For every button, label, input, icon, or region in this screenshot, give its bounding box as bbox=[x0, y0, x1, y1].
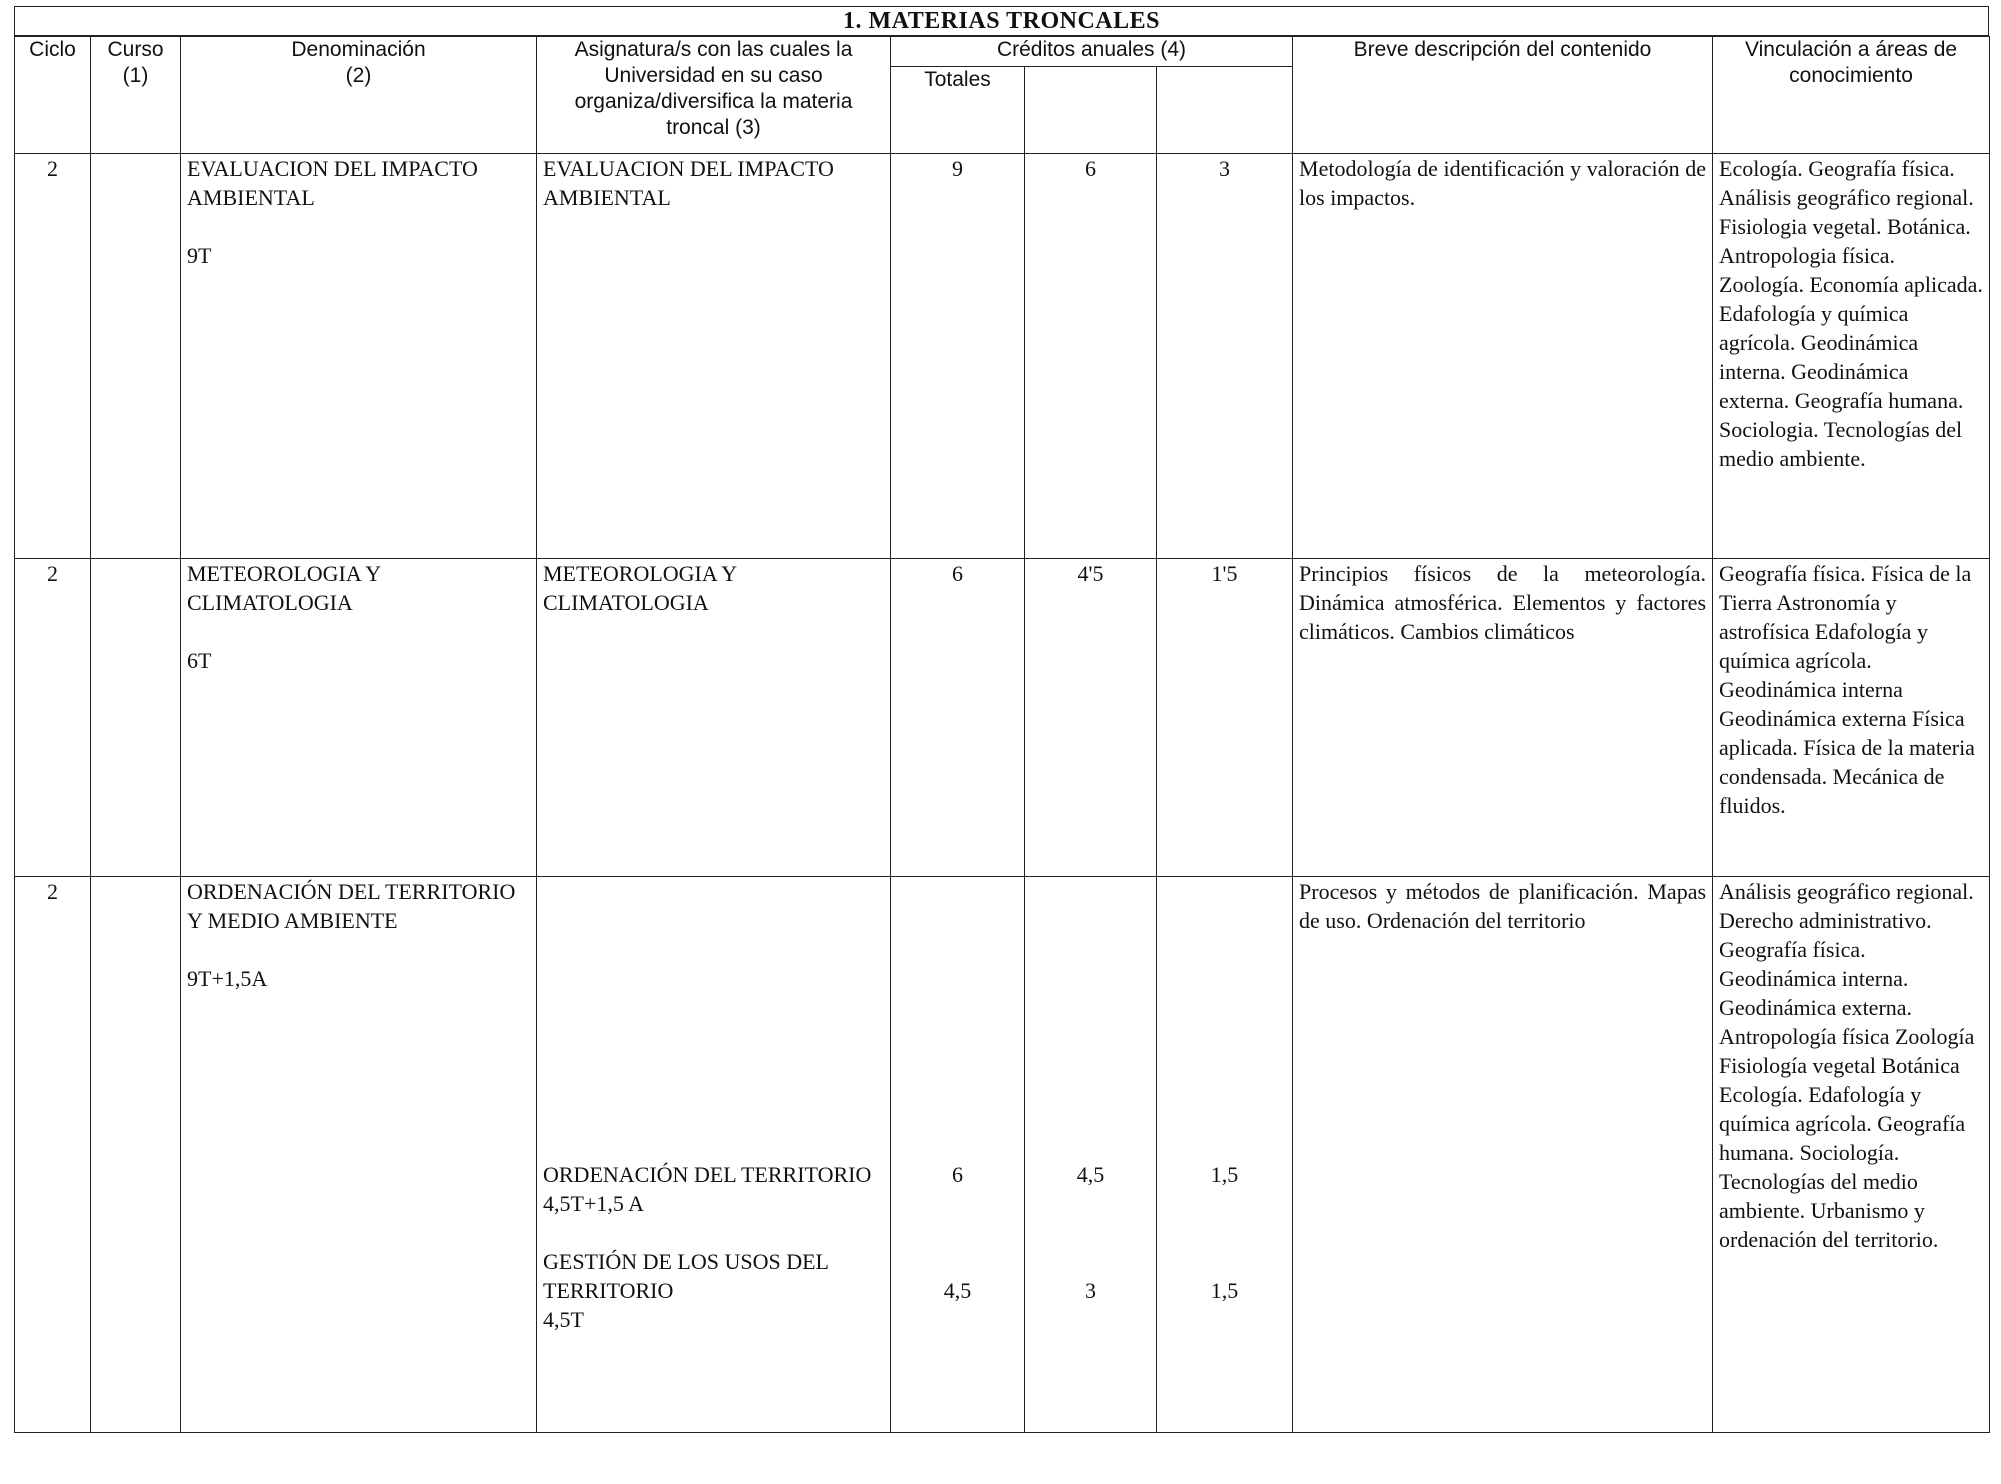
header-creditos-col2 bbox=[1025, 67, 1157, 154]
asignatura-credits: 4,5T bbox=[543, 1307, 584, 1332]
cell-denominacion bbox=[181, 559, 537, 877]
cell-curso bbox=[91, 154, 181, 559]
header-creditos-col3 bbox=[1157, 67, 1293, 154]
asignatura-name: GESTIÓN DE LOS USOS DEL TERRITORIO bbox=[543, 1249, 829, 1303]
header-asignatura: Asignatura/s con las cuales la Universidad en su caso organiza/diversifica la materia troncal (3) bbox=[537, 37, 891, 154]
header-descripcion: Breve descripción del contenido bbox=[1293, 37, 1713, 154]
cell-credits-col2 bbox=[1025, 877, 1157, 1433]
cell-credits-col3: 1'5 bbox=[1157, 559, 1293, 877]
denominacion-credits: 9T bbox=[187, 243, 212, 268]
cell-credits-col3 bbox=[1157, 877, 1293, 1433]
cell-denominacion bbox=[181, 877, 537, 1433]
table-row bbox=[15, 877, 1990, 1433]
header-curso: Curso (1) bbox=[91, 37, 181, 154]
cell-ciclo: 2 bbox=[15, 154, 91, 559]
asignatura-name: ORDENACIÓN DEL TERRITORIO bbox=[543, 1162, 872, 1187]
denominacion-name: EVALUACION DEL IMPACTO AMBIENTAL bbox=[187, 156, 478, 210]
cell-vinculacion: Análisis geográfico regional. Derecho administrativo. Geografía física. Geodinámica interna. Geodinámica externa. Antropología física Zoología Fisiología vegetal Botánica Ecología. Edafología y química agrícola. Geografía humana. Sociología. Tecnologías del medio ambiente. Urbanismo y ordenación del territorio. bbox=[1713, 877, 1990, 1433]
header-vinculacion: Vinculación a áreas de conocimiento bbox=[1713, 37, 1990, 154]
denominacion-name: ORDENACIÓN DEL TERRITORIO Y MEDIO AMBIENTE bbox=[187, 879, 516, 933]
cell-ciclo: 2 bbox=[15, 559, 91, 877]
cell-credits-col3: 3 bbox=[1157, 154, 1293, 559]
cell-credits-col2: 6 bbox=[1025, 154, 1157, 559]
cell-totales: 6 bbox=[891, 559, 1025, 877]
denominacion-credits: 6T bbox=[187, 648, 212, 673]
asignatura-credits-col2: 3 bbox=[1085, 1278, 1096, 1303]
table-title: 1. MATERIAS TRONCALES bbox=[14, 6, 1989, 36]
cell-credits-col2: 4'5 bbox=[1025, 559, 1157, 877]
asignatura-credits-col3: 1,5 bbox=[1210, 1278, 1239, 1303]
asignatura-credits-col3: 1,5 bbox=[1210, 1162, 1239, 1187]
header-denominacion: Denominación (2) bbox=[181, 37, 537, 154]
cell-ciclo: 2 bbox=[15, 877, 91, 1433]
table-row bbox=[15, 559, 1990, 877]
cell-descripcion: Principios físicos de la meteorología. Dinámica atmosférica. Elementos y factores climáticos. Cambios climáticos bbox=[1293, 559, 1713, 877]
denominacion-credits: 9T+1,5A bbox=[187, 966, 268, 991]
cell-descripcion: Procesos y métodos de planificación. Mapas de uso. Ordenación del territorio bbox=[1293, 877, 1713, 1433]
cell-totales bbox=[891, 877, 1025, 1433]
cell-descripcion: Metodología de identificación y valoración de los impactos. bbox=[1293, 154, 1713, 559]
table-row bbox=[15, 154, 1990, 559]
cell-asignatura: EVALUACION DEL IMPACTO AMBIENTAL bbox=[537, 154, 891, 559]
materias-table bbox=[14, 36, 1990, 1433]
cell-vinculacion: Ecología. Geografía física. Análisis geográfico regional. Fisiologia vegetal. Botánica. Antropologia física. Zoología. Economía aplicada. Edafología y química agrícola. Geodinámica interna. Geodinámica externa. Geografía humana. Sociologia. Tecnologías del medio ambiente. bbox=[1713, 154, 1990, 559]
asignatura-credits: 4,5T+1,5 A bbox=[543, 1191, 645, 1216]
asignatura-totales: 6 bbox=[952, 1162, 963, 1187]
cell-asignatura: METEOROLOGIA Y CLIMATOLOGIA bbox=[537, 559, 891, 877]
cell-vinculacion: Geografía física. Física de la Tierra Astronomía y astrofísica Edafología y química agrícola. Geodinámica interna Geodinámica externa Física aplicada. Física de la materia condensada. Mecánica de fluidos. bbox=[1713, 559, 1990, 877]
header-creditos: Créditos anuales (4) bbox=[891, 37, 1293, 67]
asignatura-totales: 4,5 bbox=[943, 1278, 972, 1303]
cell-curso bbox=[91, 877, 181, 1433]
asignatura-credits-col2: 4,5 bbox=[1076, 1162, 1105, 1187]
cell-denominacion bbox=[181, 154, 537, 559]
cell-totales: 9 bbox=[891, 154, 1025, 559]
denominacion-name: METEOROLOGIA Y CLIMATOLOGIA bbox=[187, 561, 381, 615]
header-ciclo: Ciclo bbox=[15, 37, 91, 154]
cell-asignatura bbox=[537, 877, 891, 1433]
cell-curso bbox=[91, 559, 181, 877]
header-totales: Totales bbox=[891, 67, 1025, 154]
document-page bbox=[14, 6, 1989, 1426]
